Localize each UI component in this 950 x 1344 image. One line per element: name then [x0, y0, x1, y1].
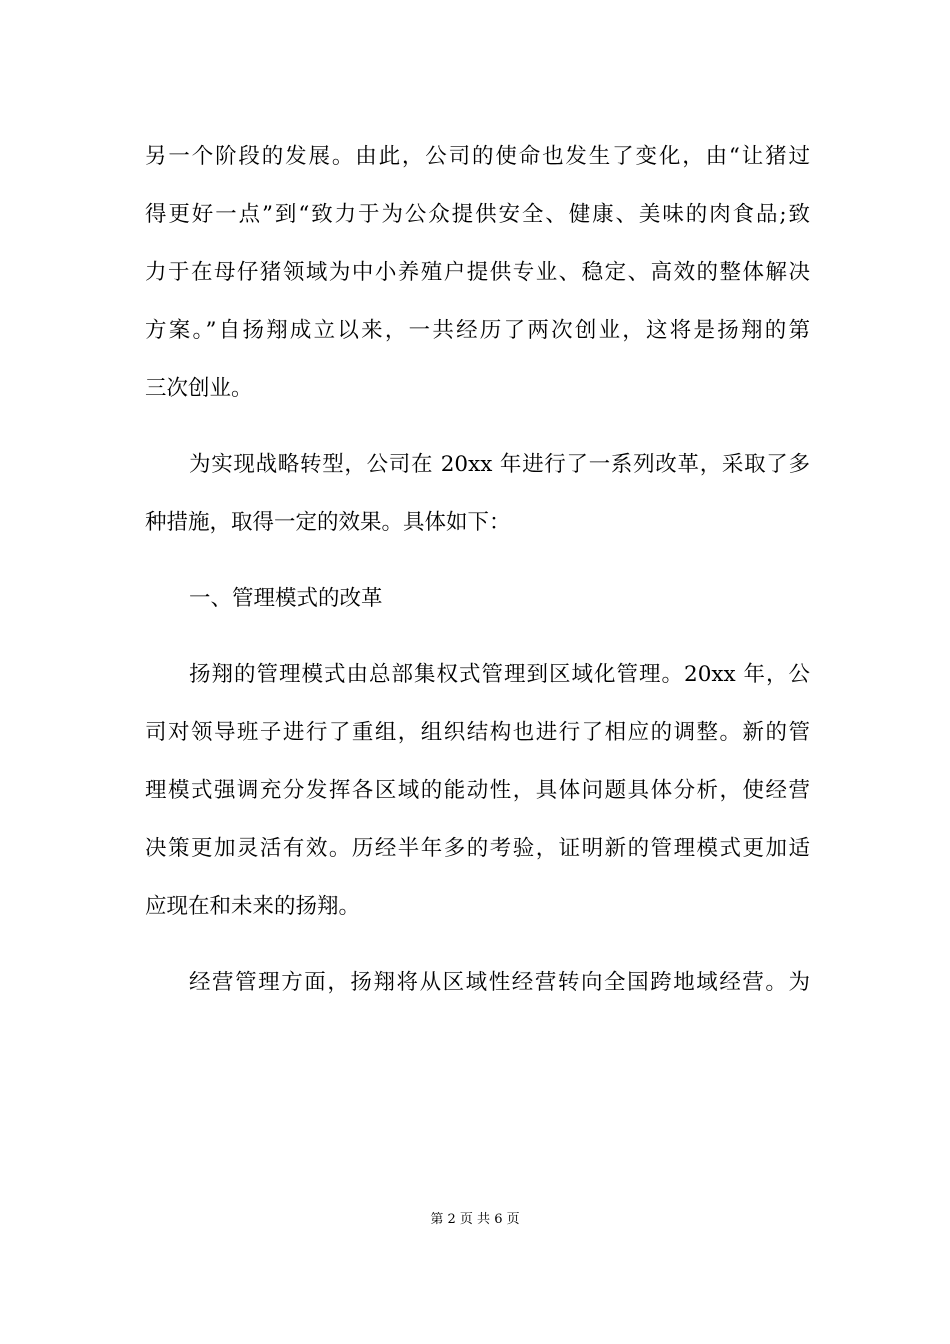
text-line: 理模式强调充分发挥各区域的能动性，具体问题具体分析，使经营: [145, 778, 810, 803]
text-line: 决策更加灵活有效。历经半年多的考验，证明新的管理模式更加适: [145, 836, 810, 861]
text-line: 种措施，取得一定的效果。具体如下：: [145, 510, 511, 535]
text-line: 应现在和未来的扬翔。: [145, 894, 361, 919]
text-line: 扬翔的管理模式由总部集权式管理到区域化管理。20xx 年，公: [189, 662, 810, 687]
page-number-footer: 第 2 页 共 6 页: [430, 1212, 520, 1227]
text-line: 力于在母仔猪领域为中小养殖户提供专业、稳定、高效的整体解决: [145, 260, 810, 285]
text-line: 司对领导班子进行了重组，组织结构也进行了相应的调整。新的管: [145, 720, 810, 745]
text-line: 另一个阶段的发展。由此，公司的使命也发生了变化，由“让猪过: [145, 144, 810, 169]
text-line: 为实现战略转型，公司在 20xx 年进行了一系列改革，采取了多: [189, 452, 810, 477]
text-line: 方案。”自扬翔成立以来，一共经历了两次创业，这将是扬翔的第: [145, 318, 810, 343]
text-line: 经营管理方面，扬翔将从区域性经营转向全国跨地域经营。为: [189, 970, 810, 995]
text-line: 三次创业。: [145, 376, 253, 401]
text-line: 得更好一点”到“致力于为公众提供安全、健康、美味的肉食品;致: [145, 202, 810, 227]
body-text: [145, 128, 810, 1012]
section-heading: 一、管理模式的改革: [189, 586, 383, 611]
